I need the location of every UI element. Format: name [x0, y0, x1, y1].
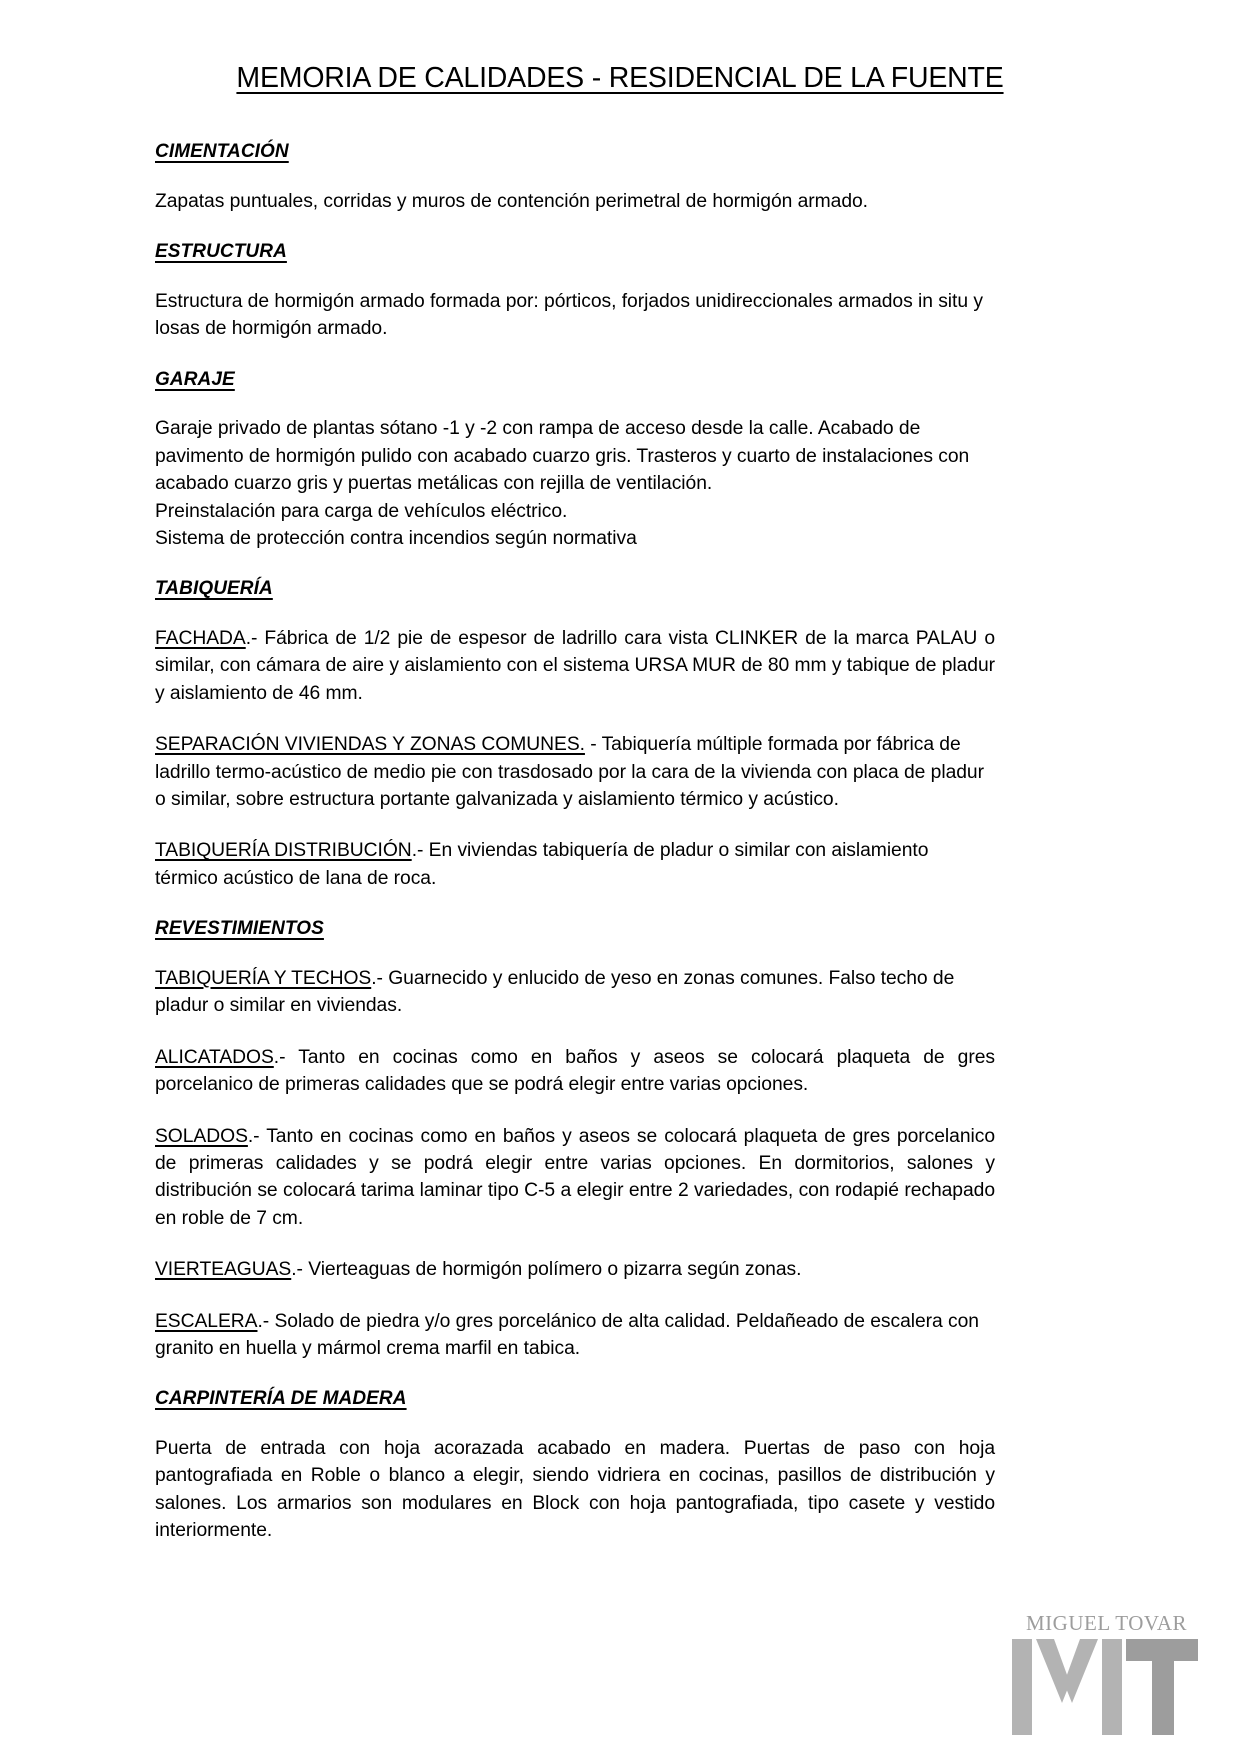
section-garaje-heading-block: [155, 369, 995, 392]
subsection-solados-paragraph: [155, 1123, 995, 1233]
section-revestimientos-heading-block: [155, 918, 995, 941]
logo-wordmark: MIGUEL TOVAR: [1026, 1611, 1187, 1635]
logo-monogram-icon: [1006, 1639, 1202, 1735]
section-heading-estructura: ESTRUCTURA: [155, 240, 287, 262]
section-garaje-paragraph-1: Garaje privado de plantas sótano -1 y -2 con rampa de acceso desde la calle. Acabado de pavimento de hormigón pulido con acabado cuarzo gris. Trasteros y cuarto de instalaciones con acabado cuarzo gris y puertas metálicas con rejilla de ventilación.: [155, 418, 970, 495]
subsection-alicatados-text: .- Tanto en cocinas como en baños y aseos se colocará plaqueta de gres porcelanico de primeras calidades que se podrá elegir entre varias opciones.: [155, 1046, 995, 1096]
subsection-solados-text: .- Tanto en cocinas como en baños y aseos se colocará plaqueta de gres porcelanico de primeras calidades y se podrá elegir entre varias opciones. En dormitorios, salones y distribución se colocará tarima laminar tipo C-5 a elegir entre 2 variedades, con rodapié rechapado en roble de 7 cm.: [155, 1125, 995, 1229]
section-estructura-heading-block: [155, 241, 995, 264]
subsection-vierteaguas-paragraph: [155, 1256, 995, 1283]
section-carpinteria-paragraph-1: Puerta de entrada con hoja acorazada acabado en madera. Puertas de paso con hoja pantografiada en Roble o blanco a elegir, siendo vidriera en cocinas, pasillos de distribución y salones. Los armarios son modulares en Block con hoja pantografiada, tipo casete y vestido interiormente.: [155, 1438, 995, 1542]
section-carpinteria-heading-block: [155, 1388, 995, 1411]
subsection-label-tabiqueria-y-techos: TABIQUERÍA Y TECHOS: [155, 968, 372, 989]
subsection-alicatados-paragraph: [155, 1044, 995, 1099]
subsection-fachada-paragraph: [155, 625, 995, 707]
section-heading-revestimientos: REVESTIMIENTOS: [155, 918, 324, 940]
subsection-label-tabiqueria-distribucion: TABIQUERÍA DISTRIBUCIÓN: [155, 840, 412, 862]
section-heading-carpinteria-de-madera: CARPINTERÍA DE MADERA: [155, 1388, 407, 1410]
section-garaje-paragraph-2: Preinstalación para carga de vehículos eléctrico.: [155, 500, 568, 522]
section-heading-garaje: GARAJE: [155, 368, 235, 390]
subsection-tabiqueria-distribucion-paragraph: [155, 837, 995, 892]
subsection-escalera-paragraph: [155, 1308, 995, 1363]
company-logo: [978, 1605, 1218, 1737]
subsection-tabiqueria-techos-paragraph: [155, 965, 995, 1020]
subsection-label-vierteaguas: VIERTEAGUAS: [155, 1259, 292, 1281]
section-tabiqueria-heading-block: [155, 578, 995, 601]
subsection-separacion-text: - Tabiquería múltiple formada por fábrica de ladrillo termo-acústico de medio pie con trasdosado por la cara de la vivienda con placa de pladur o similar, sobre estructura portante galvanizada y aislamiento térmico y acústico.: [155, 734, 984, 811]
subsection-fachada-text: .- Fábrica de 1/2 pie de espesor de ladrillo cara vista CLINKER de la marca PALAU o similar, con cámara de aire y aislamiento con el sistema URSA MUR de 80 mm y tabique de pladur y aislamiento de 46 mm.: [155, 628, 995, 704]
section-cimentacion-heading-block: [155, 141, 995, 164]
page-title: MEMORIA DE CALIDADES - RESIDENCIAL DE LA FUENTE: [236, 62, 1004, 94]
section-cimentacion-paragraph-1: Zapatas puntuales, corridas y muros de contención perimetral de hormigón armado.: [155, 190, 868, 212]
subsection-escalera-text: .- Solado de piedra y/o gres porcelánico de alta calidad. Peldañeado de escalera con granito en huella y mármol crema marfil en tabica.: [155, 1310, 979, 1359]
document-body: [155, 95, 995, 1545]
subsection-vierteaguas-text: .- Vierteaguas de hormigón polímero o pizarra según zonas.: [291, 1259, 802, 1281]
section-heading-tabiqueria: TABIQUERÍA: [155, 578, 273, 600]
subsection-label-fachada: FACHADA: [155, 628, 246, 650]
section-garaje-paragraph-3: Sistema de protección contra incendios según normativa: [155, 527, 637, 549]
subsection-label-solados: SOLADOS: [155, 1125, 248, 1147]
subsection-label-alicatados: ALICATADOS: [155, 1046, 274, 1068]
subsection-separacion-paragraph: [155, 731, 995, 813]
subsection-tabiqueria-techos-text: .- Guarnecido y enlucido de yeso en zonas comunes. Falso techo de pladur o similar en viviendas.: [155, 968, 955, 1017]
subsection-label-separacion-viviendas: SEPARACIÓN VIVIENDAS Y ZONAS COMUNES.: [155, 734, 585, 756]
subsection-tabiqueria-distribucion-text: .- En viviendas tabiquería de pladur o similar con aislamiento térmico acústico de lana de roca.: [155, 840, 929, 889]
section-estructura-paragraph-1: Estructura de hormigón armado formada por: pórticos, forjados unidireccionales armados in situ y losas de hormigón armado.: [155, 290, 983, 340]
subsection-label-escalera: ESCALERA: [155, 1310, 258, 1332]
section-heading-cimentacion: CIMENTACIÓN: [155, 140, 289, 162]
